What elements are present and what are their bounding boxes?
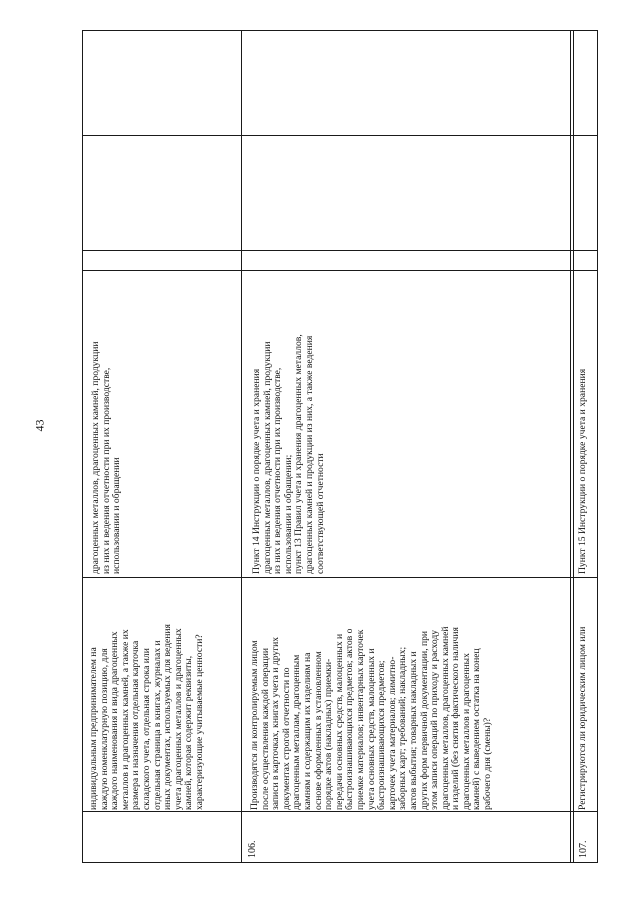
text-line: камней, которая содержит реквизиты, (183, 655, 195, 810)
text-line: записи в карточках, книгах учета и других (270, 636, 282, 810)
text-line: каждую номенклатурную позицию, для (98, 648, 110, 810)
text-line: Производятся ли контролируемым лицом (249, 640, 260, 810)
text-line: основе оформленных в установленном (312, 651, 324, 810)
text-line: отдельная страница в книгах, журналах и (151, 640, 163, 810)
text-line: приемке материалов; инвентарных карточек (354, 629, 366, 810)
text-line: и изделий (без снятия фактического наличия (450, 627, 462, 810)
row-border-left (82, 30, 83, 863)
row-0-reference (91, 0, 123, 574)
text-line: учета основных средств, малоценных и (365, 648, 377, 810)
text-line: карточек учета материалов; лимитно- (386, 656, 398, 810)
text-line: драгоценных металлов, драгоценных камней, продукции (261, 341, 273, 574)
row-106-reference (252, 0, 326, 574)
text-line: после осуществления каждой операции (259, 648, 271, 810)
text-line: индивидуальным предпринимателем на (88, 647, 99, 810)
text-line: учета драгоценных металлов и драгоценных (172, 628, 184, 810)
row-border-right (597, 30, 598, 863)
row-separator-107b (573, 30, 574, 863)
row-107-number: 107. (578, 840, 589, 858)
text-line: документах строгой отчетности по (280, 667, 292, 810)
row-107-reference (578, 0, 589, 574)
text-line: Регистрируются ли юридическим лицом или (577, 626, 588, 810)
text-line: этом записи операций по приходу и расходу (429, 629, 441, 810)
text-line: характеризующие учитываемые ценности? (193, 634, 205, 810)
text-line: из них и ведения отчетности при их производстве, (272, 367, 284, 574)
text-line: складского учета, отдельная строка или (140, 648, 152, 810)
text-line: драгоценных металлов, драгоценных камней, продукции (90, 341, 101, 574)
text-line: драгоценным металлам, драгоценным (291, 654, 303, 810)
text-line: Пункт 15 Инструкции о порядке учета и хранения (577, 368, 588, 574)
row-separator-106 (241, 30, 242, 863)
text-line: соответствующей отчетности (314, 453, 326, 574)
text-line: рабочего дня (смены)? (482, 717, 494, 810)
text-line: камней) с выведением остатка на конец (471, 648, 483, 810)
page-number: 43 (32, 419, 47, 432)
text-line: передачи основных средств, малоценных и (333, 633, 345, 810)
text-line: иных документах, используемых для ведения (162, 624, 174, 810)
text-line: использовании и обращении; (282, 454, 294, 574)
column-separator-number (82, 811, 598, 812)
text-line: актов выбытия; товарных накладных и (407, 651, 419, 810)
text-line: из них и ведения отчетности при их производстве, (100, 367, 112, 574)
text-line: пункт 13 Правил учета и хранения драгоценных металлов, (293, 334, 305, 574)
row-106-number: 106. (247, 840, 258, 858)
text-line: использовании и обращении (111, 457, 123, 574)
table-border-bottom (82, 862, 598, 863)
text-line: размера и назначения отдельная карточка (130, 640, 142, 810)
text-line: порядке актов (накладных) приемки- (323, 658, 335, 810)
text-line: каждого наименования и вида драгоценных (109, 631, 121, 810)
text-line: заборных карт; требований; накладных; (397, 646, 409, 810)
text-line: драгоценных металлов, драгоценных камней (439, 626, 451, 810)
text-line: металлов и драгоценных камней, а также их (119, 629, 131, 810)
text-line: драгоценных камней и продукции из них, а также ведения (303, 335, 315, 574)
text-line: камням и содержащим их изделиям на (301, 652, 313, 810)
text-line: быстроизнашивающихся предметов; (376, 660, 388, 810)
text-line: других форм первичной документации, при (418, 630, 430, 810)
row-separator-107 (570, 30, 571, 863)
text-line: быстроизнашивающихся предметов; актов о (344, 628, 356, 810)
text-line: Пункт 14 Инструкции о порядке учета и хранения (251, 368, 262, 574)
text-line: драгоценных металлов и драгоценных (460, 653, 472, 810)
